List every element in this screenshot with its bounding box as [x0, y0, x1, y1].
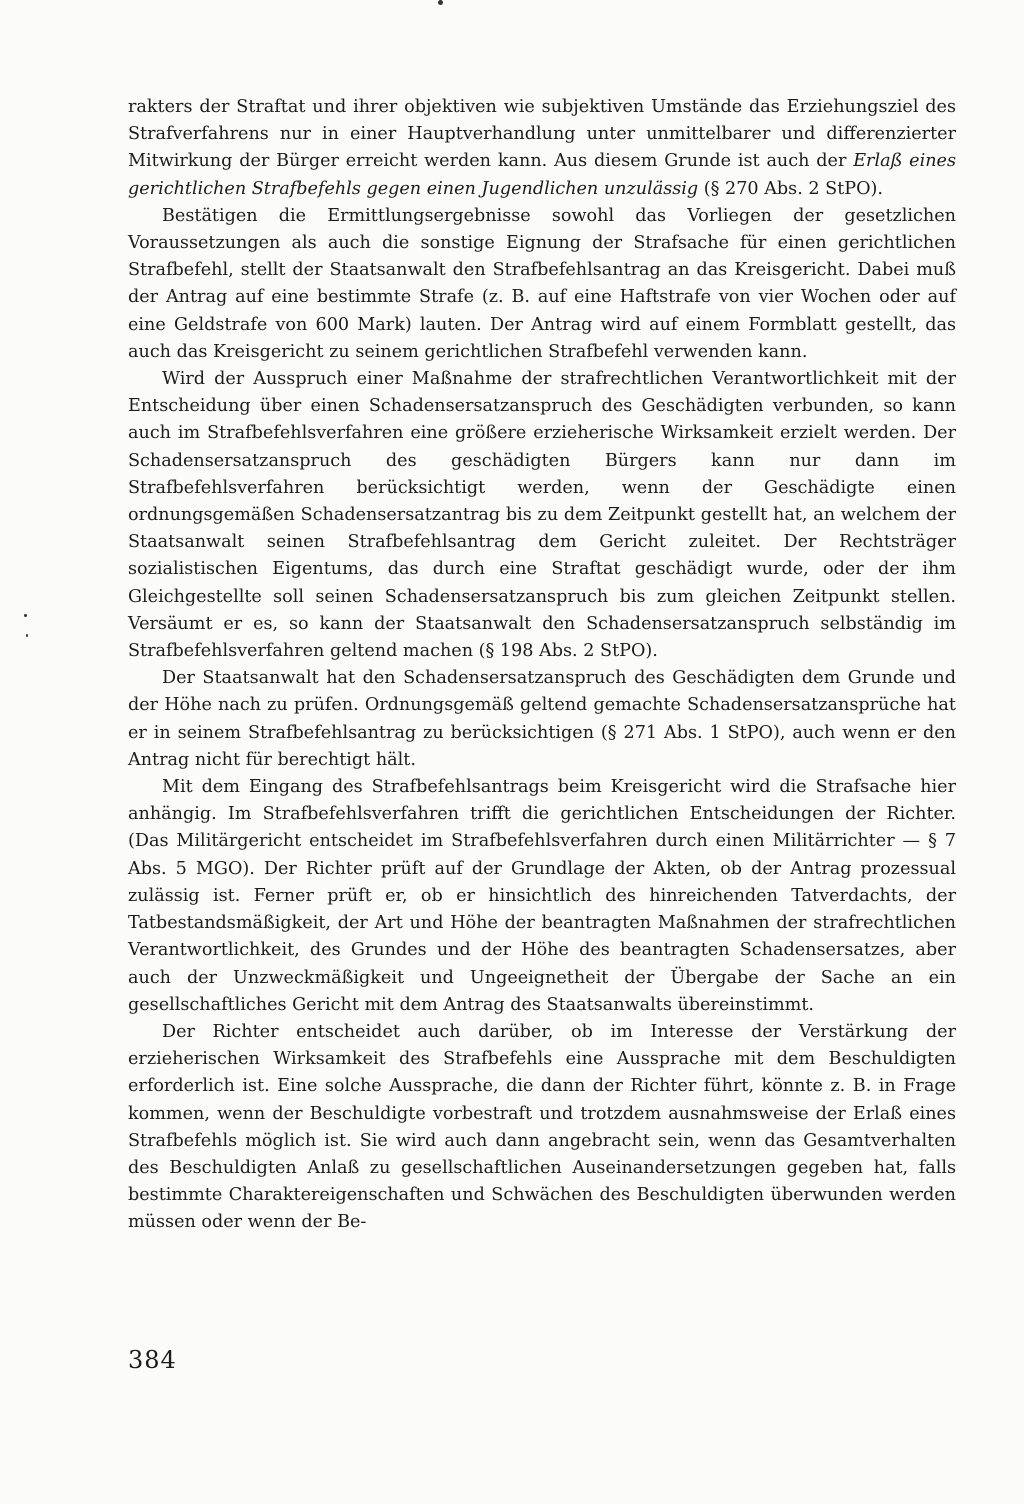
paragraph-1-emphasis: Erlaß eines gerichtlichen Strafbefehls gegen einen Jugendlichen unzulässig — [128, 151, 956, 199]
print-speck — [26, 634, 28, 637]
paragraph-4: Der Staatsanwalt hat den Schadensersatzanspruch des Geschädigten dem Grunde und der Höhe nach zu prüfen. Ordnungsgemäß geltend gemachte Schadensersatzansprüche hat er in seinem Strafbefehlsantrag zu berücksichtigen (§ 271 Abs. 1 StPO), auch wenn er den Antrag nicht für berechtigt hält. — [128, 668, 956, 770]
paragraph-1-text-before: rakters der Straftat und ihrer objektiven wie subjektiven Umstände das Erziehungsziel des Strafverfahrens nur in einer Hauptverhandlung unter unmittelbarer und differenzierter Mitwirkung der Bürger erreicht werden kann. Aus diesem Grunde ist auch der — [128, 97, 956, 172]
print-speck — [438, 0, 443, 5]
paragraph-6: Der Richter entscheidet auch darüber, ob im Interesse der Verstärkung der erzieherischen Wirksamkeit des Strafbefehls eine Aussprache mit dem Beschuldigten erforderlich ist. Eine solche Aussprache, die dann der Richter führt, könnte z. B. in Frage kommen, wenn der Beschuldigte vorbestraft und trotzdem ausnahmsweise der Erlaß eines Strafbefehls möglich ist. Sie wird auch dann angebracht sein, wenn das Gesamtverhalten des Beschuldigten Anlaß zu gesellschaftlichen Auseinandersetzungen gegeben hat, falls bestimmte Charaktereigenschaften und Schwächen des Beschuldigten überwunden werden müssen oder wenn der Be- — [128, 1021, 956, 1233]
paragraph-1-text-after: (§ 270 Abs. 2 StPO). — [698, 178, 884, 199]
paragraph-1 — [128, 94, 956, 203]
page-number: 384 — [128, 1346, 177, 1374]
paragraph-2: Bestätigen die Ermittlungsergebnisse sowohl das Vorliegen der gesetzlichen Voraussetzungen als auch die sonstige Eignung der Strafsache für einen gerichtlichen Strafbefehl, stellt der Staatsanwalt den Strafbefehlsantrag an das Kreisgericht. Dabei muß der Antrag auf eine bestimmte Strafe (z. B. auf eine Haftstrafe von vier Wochen oder auf eine Geldstrafe von 600 Mark) lauten. Der Antrag wird auf einem Formblatt gestellt, das auch das Kreisgericht zu seinem gerichtlichen Strafbefehl verwenden kann. — [128, 205, 956, 362]
print-speck — [24, 614, 27, 617]
paragraph-3: Wird der Ausspruch einer Maßnahme der strafrechtlichen Verantwortlichkeit mit der Entscheidung über einen Schadensersatzanspruch des Geschädigten verbunden, so kann auch im Strafbefehlsverfahren eine größere erzieherische Wirksamkeit erzielt werden. Der Schadensersatzanspruch des geschädigten Bürgers kann nur dann im Strafbefehlsverfahren berücksichtigt werden, wenn der Geschädigte einen ordnungsgemäßen Schadensersatzantrag bis zu dem Zeitpunkt gestellt hat, an welchem der Staatsanwalt seinen Strafbefehlsantrag dem Gericht zuleitet. Der Rechtsträger sozialistischen Eigentums, das durch eine Straftat geschädigt wurde, oder der ihm Gleichgestellte soll seinen Schadensersatzanspruch bis zum gleichen Zeitpunkt stellen. Versäumt er es, so kann der Staatsanwalt den Schadensersatzanspruch selbständig im Strafbefehlsverfahren geltend machen (§ 198 Abs. 2 StPO). — [128, 369, 956, 662]
body-text — [128, 94, 956, 1237]
paragraph-5: Mit dem Eingang des Strafbefehlsantrags beim Kreisgericht wird die Strafsache hier anhängig. Im Strafbefehlsverfahren trifft die gerichtlichen Entscheidungen der Richter. (Das Militärgericht entscheidet im Strafbefehlsverfahren durch einen Militärrichter — § 7 Abs. 5 MGO). Der Richter prüft auf der Grundlage der Akten, ob der Antrag prozessual zulässig ist. Ferner prüft er, ob er hinsichtlich des hinreichenden Tatverdachts, der Tatbestandsmäßigkeit, der Art und Höhe der beantragten Maßnahmen der strafrechtlichen Verantwortlichkeit, des Grundes und der Höhe des beantragten Schadensersatzes, aber auch der Unzweckmäßigkeit und Ungeeignetheit der Übergabe der Sache an ein gesellschaftliches Gericht mit dem Antrag des Staatsanwalts übereinstimmt. — [128, 777, 956, 1015]
